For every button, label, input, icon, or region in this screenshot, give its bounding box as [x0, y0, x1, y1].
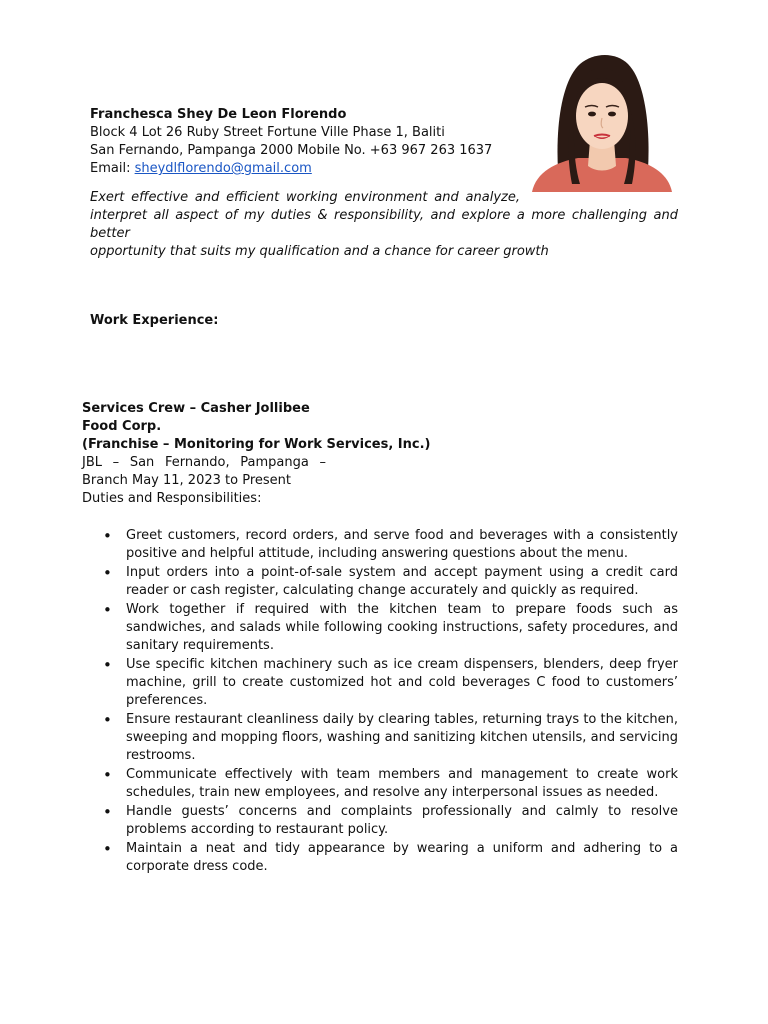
duty-item: • Input orders into a point-of-sale system and accept payment using a credit card reader or cash register, calculating change accurately and quickly as required.	[82, 564, 678, 600]
address-line-2: San Fernando, Pampanga 2000 Mobile No. +63 967 263 1637	[90, 143, 493, 158]
duty-item: • Use specific kitchen machinery such as ice cream dispensers, blenders, deep fryer machine, grill to create customized hot and cold beverages C food to customers’ preferences.	[82, 656, 678, 710]
email-row	[90, 160, 312, 178]
email-link[interactable]: sheydlflorendo@gmail.com	[134, 161, 312, 176]
email-label: Email:	[90, 161, 131, 176]
objective-line-2: interpret all aspect of my duties & responsibility, and explore a more challenging and better	[90, 208, 678, 241]
job-franchise: (Franchise – Monitoring for Work Services, Inc.)	[82, 437, 431, 452]
career-objective	[90, 189, 678, 261]
job-company: Food Corp.	[82, 419, 162, 434]
applicant-name: Franchesca Shey De Leon Florendo	[90, 107, 347, 122]
duties-label: Duties and Responsibilities:	[82, 491, 262, 506]
profile-photo	[532, 44, 672, 192]
duty-item: • Ensure restaurant cleanliness daily by clearing tables, returning trays to the kitchen, sweeping and mopping floors, washing and sanitizing kitchen utensils, and servicing restrooms.	[82, 711, 678, 765]
job-title: Services Crew – Casher Jollibee	[82, 401, 310, 416]
job-location: JBL – San Fernando, Pampanga –	[82, 455, 326, 470]
objective-line-3: opportunity that suits my qualification and a chance for career growth	[90, 244, 549, 259]
duty-item: • Communicate effectively with team members and management to create work schedules, train new employees, and resolve any interpersonal issues as needed.	[82, 766, 678, 802]
address-line-1: Block 4 Lot 26 Ruby Street Fortune Ville Phase 1, Baliti	[90, 125, 445, 140]
duty-item: • Greet customers, record orders, and serve food and beverages with a consistently positive and helpful attitude, including answering questions about the menu.	[82, 527, 678, 563]
duty-item: • Handle guests’ concerns and complaints professionally and calmly to resolve problems according to restaurant policy.	[82, 803, 678, 839]
duties-list	[82, 527, 678, 877]
duty-item: • Maintain a neat and tidy appearance by wearing a uniform and adhering to a corporate dress code.	[82, 840, 678, 876]
job-dates: Branch May 11, 2023 to Present	[82, 473, 291, 488]
work-experience-heading: Work Experience:	[90, 313, 219, 328]
objective-line-1: Exert effective and efficient working environment and analyze,	[90, 190, 520, 205]
duty-item: • Work together if required with the kitchen team to prepare foods such as sandwiches, and salads while following cooking instructions, safety procedures, and sanitary requirements.	[82, 601, 678, 655]
